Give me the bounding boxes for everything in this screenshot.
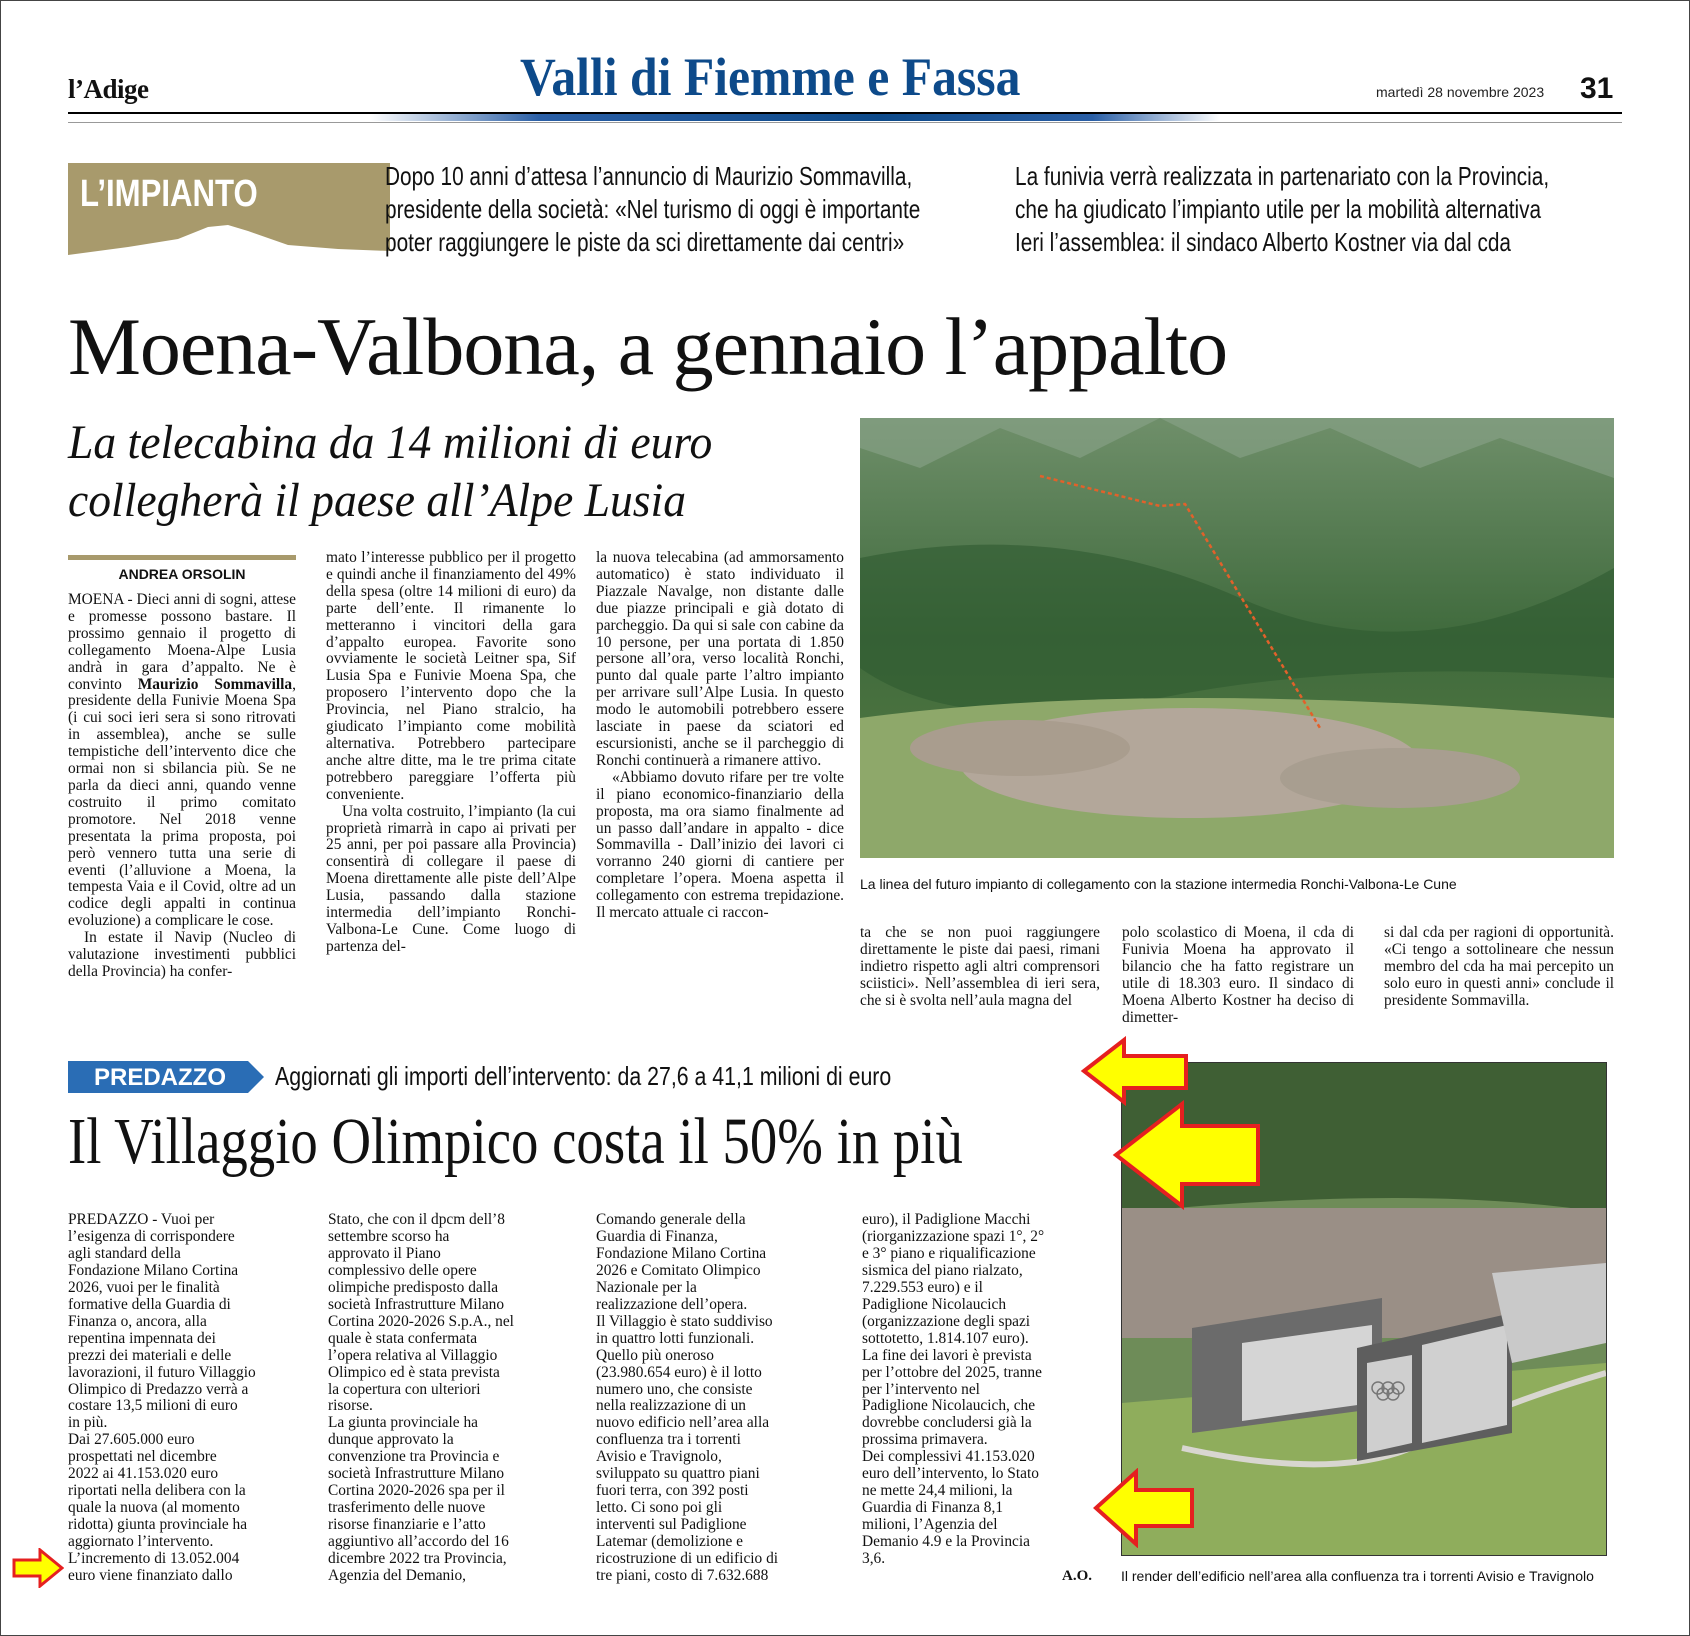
text: MOENA - Dieci anni di sogni, attese e promesse possono bastare. Il prossimo gennaio il progetto di collegamento Moena-Alpe Lusia andrà in gara d’appalto. Ne è convinto	[68, 591, 296, 693]
text-line: sottotetto, 1.814.107 euro).	[862, 1329, 1029, 1347]
text-line: Guardia di Finanza,	[596, 1227, 718, 1245]
paragraph: Una volta costruito, l’impianto (la cui proprietà rimarrà in capo ai privati per 25 anni, per poi passare alla Provincia) consentirà di collegare il paese di Moena direttamente alle piste dell’Alpe Lusia, passando dalla stazione intermedia dell’impianto Ronchi-Valbona-Le Cune. Come luogo di partenza del-	[326, 802, 576, 955]
text-line: Padiglione Nicolaucich	[862, 1295, 1007, 1313]
text-line: la copertura con ulteriori	[328, 1380, 481, 1398]
paragraph: polo scolastico di Moena, il cda di Funivia Moena ha approvato il bilancio che ha fatto registrare un utile di 18.303 euro. Il sindaco di Moena Alberto Kostner ha deciso di dimetter-	[1122, 924, 1354, 1026]
text-line: repentina impennata dei	[68, 1329, 216, 1347]
valley-aerial-image	[860, 418, 1614, 858]
deck-left	[385, 160, 920, 259]
article2-headline: Il Villaggio Olimpico costa il 50% in più	[68, 1105, 963, 1178]
text-line: olimpiche predisposto dalla	[328, 1278, 499, 1296]
byline-rule	[68, 555, 296, 560]
text-line: Olimpico di Predazzo verrà a	[68, 1380, 249, 1398]
tag-label: PREDAZZO	[94, 1064, 226, 1091]
text-line: in più.	[68, 1414, 108, 1432]
article2-column-1	[68, 1212, 256, 1585]
text-line: dovrebbe concludersi già la	[862, 1414, 1032, 1432]
text-line: Comando generale della	[596, 1211, 746, 1228]
text-line: dicembre 2022 tra Provincia,	[328, 1550, 507, 1568]
text-line: euro viene finanziato dallo	[68, 1567, 233, 1585]
text-line: quale è stata confermata	[328, 1329, 478, 1347]
render-caption: Il render dell’edificio nell’area alla confluenza tra i torrenti Avisio e Travignolo	[1121, 1568, 1594, 1584]
text-line: 2026 e Comitato Olimpico	[596, 1261, 761, 1279]
text-line: Olimpico ed è stata prevista	[328, 1363, 500, 1381]
text-line: dunque approvato la	[328, 1431, 454, 1449]
text-line: euro), il Padiglione Macchi	[862, 1211, 1031, 1228]
paragraph: mato l’interesse pubblico per il progetto e quindi anche il finanziamento del 49% della spesa (oltre 14 milioni di euro) da parte dell’ente. Il rimanente lo metteranno i vincitori della gara d’appalto europea. Favorite sono ovviamente le società Leitner spa, Sif Lusia Spa e Funivie Moena Spa, che proposero l’intervento dopo che la Provincia, nel Piano stralcio, ha giudicato l’impianto come mobilità alternativa. Potrebbero partecipare anche altre ditte, ma le tre prima citate potrebbero pareggiare l’offerta più conveniente.	[326, 549, 576, 803]
highlight-arrow-icon	[1080, 1036, 1190, 1106]
article2-column-2	[328, 1212, 514, 1585]
text-line: Latemar (demolizione e	[596, 1533, 743, 1551]
tagline: Aggiornati gli importi dell’intervento: da 27,6 a 41,1 milioni di euro	[275, 1061, 892, 1091]
text-line: formative della Guardia di	[68, 1295, 231, 1313]
article1-column-4	[860, 925, 1100, 1010]
article2-column-4	[862, 1212, 1044, 1568]
text-line: Fondazione Milano Cortina	[68, 1261, 239, 1279]
text-line: l’opera relativa al Villaggio	[328, 1346, 498, 1364]
kicker-badge	[68, 163, 390, 265]
text-line: aggiornato l’intervento.	[68, 1533, 214, 1551]
text-line: Quello più oneroso	[596, 1346, 714, 1364]
text-line: quale la nuova (al momento	[68, 1499, 240, 1517]
paragraph: «Abbiamo dovuto rifare per tre volte il piano economico-finanziario della proposta, ma ora siamo finalmente ad un passo dall’andare in appalto - dice Sommavilla - Dall’inizio dei lavori ci vorranno 240 giorni di cantiere per completare l’opera. Moena aspetta il collegamento con estrema trepidazione. Il mercato attuale ci raccon-	[596, 768, 844, 922]
paragraph: la nuova telecabina (ad ammorsamento automatico) è stato individuato il Piazzale Navalge, non distante dalle due piazze principali e già dotato di parcheggio. Da qui si sale con cabine da 10 persone, per una portata di 1.850 persone all’ora, verso località Ronchi, punto dal quale parte l’altro impianto per arrivare sull’Alpe Lusia. In questo modo le automobili potrebbero essere lasciate in paese da sciatori ed escursionisti, anche se il parcheggio di Ronchi continuerà a rimanere attivo.	[596, 549, 844, 769]
text-line: e 3° piano e riqualificazione	[862, 1244, 1036, 1262]
text-line: prospettati nel dicembre	[68, 1448, 217, 1466]
text-line: euro dell’intervento, lo Stato	[862, 1465, 1039, 1483]
article1-column-2	[326, 550, 576, 956]
highlight-arrow-icon	[1112, 1100, 1262, 1210]
text-line: agli standard della	[68, 1244, 181, 1262]
text-line: La fine dei lavori è prevista	[862, 1346, 1032, 1364]
subhead-line: collegherà il paese all’Alpe Lusia	[68, 474, 687, 527]
text-line: convenzione tra Provincia e	[328, 1448, 500, 1466]
subhead-line: La telecabina da 14 milioni di euro	[68, 416, 713, 469]
text-line: Padiglione Nicolaucich, che	[862, 1397, 1036, 1415]
article1-column-1	[68, 592, 296, 981]
text-line: Agenzia del Demanio,	[328, 1567, 467, 1585]
text-line: nella realizzazione di un	[596, 1397, 746, 1415]
text-line: milioni, l’Agenzia del	[862, 1516, 998, 1534]
text-line: trasferimento delle nuove	[328, 1499, 486, 1517]
section-title: Valli di Fiemme e Fassa	[520, 47, 1021, 107]
masthead-rule-thin	[68, 122, 1622, 123]
paragraph: In estate il Navip (Nucleo di valutazione investimenti pubblici della Provincia) ha confer-	[68, 929, 296, 980]
text-line: lavorazioni, il futuro Villaggio	[68, 1363, 256, 1381]
photo-caption: La linea del futuro impianto di collegamento con la stazione intermedia Ronchi-Valbona-Le Cune	[860, 876, 1457, 892]
text-line: società Infrastrutture Milano	[328, 1295, 505, 1313]
article1-column-6	[1384, 925, 1614, 1010]
text-line: società Infrastrutture Milano	[328, 1465, 505, 1483]
text-line: 2022 ai 41.153.020 euro	[68, 1465, 219, 1483]
text-line: ricostruzione di un edificio di	[596, 1550, 779, 1568]
byline: ANDREA ORSOLIN	[118, 566, 246, 582]
text-line: confluenza tra i torrenti	[596, 1431, 741, 1449]
newspaper-logo: l’Adige	[68, 74, 149, 104]
text-line: settembre scorso ha	[328, 1227, 450, 1245]
main-headline: Moena-Valbona, a gennaio l’appalto	[68, 301, 1228, 392]
text-line: tre piani, costo di 7.632.688	[596, 1567, 769, 1585]
text-line: 3,6.	[862, 1550, 886, 1568]
paragraph	[68, 592, 296, 930]
text-line: Dai 27.605.000 euro	[68, 1431, 195, 1449]
text-line: complessivo delle opere	[328, 1261, 477, 1279]
mountain-icon	[68, 225, 390, 265]
text-line: Finanza o, ancora, alla	[68, 1312, 207, 1330]
subheadline	[68, 414, 712, 530]
text-line: risorse finanziarie e l’atto	[328, 1516, 486, 1534]
paragraph: si dal cda per ragioni di opportunità. «Ci tengo a sottolineare che nessun membro del cda ha mai percepito un solo euro in questi anni» conclude il presidente Sommavilla.	[1384, 924, 1614, 1009]
text: , presidente della Funivie Moena Spa (i cui soci ieri sera si sono ritrovati in assemblea), anche se sulle tempistiche dell’intervento dice che ormai non si sbilancia più. Se ne parla da dieci anni, quando venne costruito il primo comitato promotore. Nel 2018 venne presentata la prima proposta, poi però vennero tutta una serie di eventi (l’alluvione a Moena, la tempesta Vaia e il Covid, oltre ad un codice degli appalti in continua evoluzione) a complicare le cose.	[68, 675, 296, 930]
article1-column-5	[1122, 925, 1354, 1026]
deck-line: Dopo 10 anni d’attesa l’annuncio di Maurizio Sommavilla,	[385, 161, 913, 191]
paragraph: ta che se non puoi raggiungere direttamente le piste dai paesi, rimani indietro rispetto agli altri comprensori sciistici». Nell’assemblea di ieri sera, che si è svolta nell’aula magna del	[860, 924, 1100, 1009]
text-line: L’incremento di 13.052.004	[68, 1550, 240, 1568]
text-line: Il Villaggio è stato suddiviso	[596, 1312, 773, 1330]
text-line: 2026, vuoi per le finalità	[68, 1278, 220, 1296]
highlight-arrow-icon	[1092, 1468, 1196, 1548]
text-line: Fondazione Milano Cortina	[596, 1244, 767, 1262]
text-line: Dei complessivi 41.153.020	[862, 1448, 1035, 1466]
text-line: Stato, che con il dpcm dell’8	[328, 1211, 505, 1228]
text-line: costare 13,5 milioni di euro	[68, 1397, 238, 1415]
article1-column-3	[596, 550, 844, 922]
bold-name: Maurizio Sommavilla	[137, 675, 293, 693]
text-line: l’esigenza di corrispondere	[68, 1227, 235, 1245]
text-line: risorse.	[328, 1397, 373, 1415]
text-line: realizzazione dell’opera.	[596, 1295, 748, 1313]
text-line: Demanio 4.9 e la Provincia	[862, 1533, 1030, 1551]
deck-line: Ieri l’assemblea: il sindaco Alberto Kostner via dal cda	[1015, 227, 1511, 257]
text-line: (organizzazione degli spazi	[862, 1312, 1031, 1330]
text-line: per l’ottobre del 2025, tranne	[862, 1363, 1042, 1381]
text-line: riportati nella delibera con la	[68, 1482, 246, 1500]
text-line: nuovo edificio nell’area alla	[596, 1414, 770, 1432]
deck-line: presidente della società: «Nel turismo di oggi è importante	[385, 194, 921, 224]
cable-car-route-photo	[860, 418, 1614, 858]
deck-line: poter raggiungere le piste da sci direttamente dai centri»	[385, 227, 905, 257]
text-line: interventi sul Padiglione	[596, 1516, 747, 1534]
text-line: fuori terra, con 392 posti	[596, 1482, 749, 1500]
deck-line: che ha giudicato l’impianto utile per la mobilità alternativa	[1015, 194, 1542, 224]
tag-arrow-icon	[248, 1061, 264, 1093]
text-line: aggiuntivo all’accordo del 16	[328, 1533, 509, 1551]
deck-line: La funivia verrà realizzata in partenariato con la Provincia,	[1015, 161, 1550, 191]
text-line: numero uno, che consiste	[596, 1380, 753, 1398]
kicker-label: L’IMPIANTO	[80, 173, 258, 215]
text-line: prezzi dei materiali e delle	[68, 1346, 232, 1364]
highlight-arrow-icon	[12, 1548, 64, 1588]
text-line: Nazionale per la	[596, 1278, 697, 1296]
text-line: PREDAZZO - Vuoi per	[68, 1211, 215, 1228]
text-line: per l’intervento nel	[862, 1380, 980, 1398]
text-line: 7.229.553 euro) e il	[862, 1278, 983, 1296]
article2-column-3	[596, 1212, 778, 1585]
text-line: (riorganizzazione spazi 1°, 2°	[862, 1227, 1045, 1245]
text-line: letto. Ci sono poi gli	[596, 1499, 723, 1517]
page-number: 31	[1580, 72, 1614, 105]
text-line: sviluppato su quattro piani	[596, 1465, 760, 1483]
text-line: ne mette 24,4 milioni, la	[862, 1482, 1013, 1500]
text-line: approvato il Piano	[328, 1244, 441, 1262]
text-line: sismica del piano rialzato,	[862, 1261, 1023, 1279]
deck-right	[1015, 160, 1549, 259]
text-line: prossima primavera.	[862, 1431, 988, 1449]
issue-date: martedì 28 novembre 2023	[1376, 84, 1545, 100]
text-line: in quattro lotti funzionali.	[596, 1329, 755, 1347]
text-line: Avisio e Travignolo,	[596, 1448, 722, 1466]
text-line: Cortina 2020-2026 S.p.A., nel	[328, 1312, 514, 1330]
text-line: ridotta) giunta provinciale ha	[68, 1516, 248, 1534]
text-line: (23.980.654 euro) è il lotto	[596, 1363, 762, 1381]
text-line: Cortina 2020-2026 spa per il	[328, 1482, 505, 1500]
text-line: Guardia di Finanza 8,1	[862, 1499, 1004, 1517]
masthead-accent-bar	[370, 114, 1220, 121]
text-line: La giunta provinciale ha	[328, 1414, 478, 1432]
author-initials: A.O.	[1062, 1568, 1092, 1584]
